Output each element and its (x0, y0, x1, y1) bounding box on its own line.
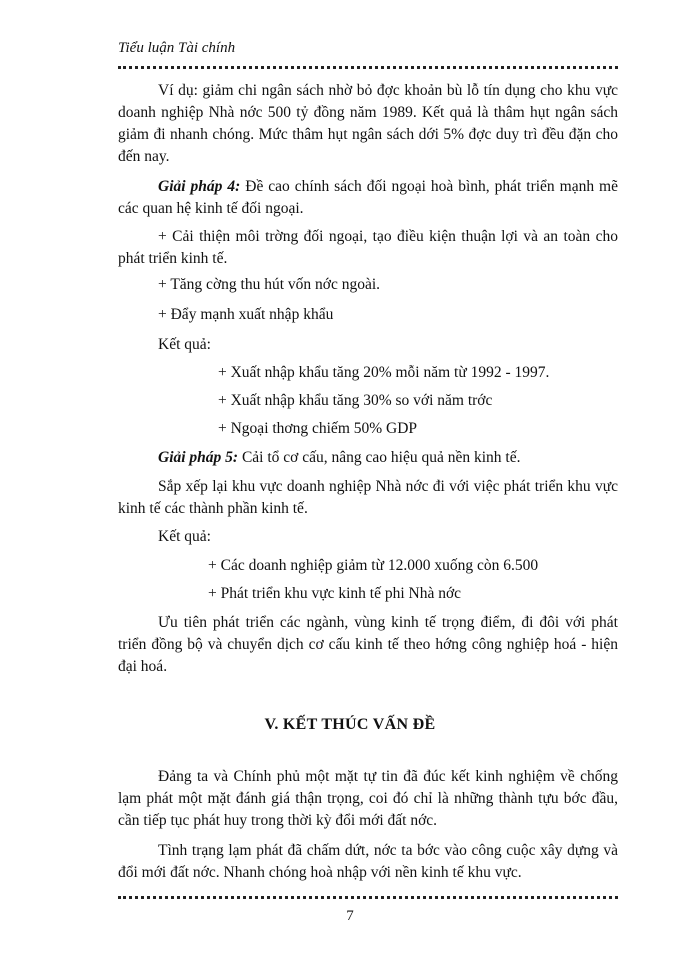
result-1-text: + Xuất nhập khẩu tăng 20% mỗi năm từ 1992 - 1997. (218, 364, 550, 381)
priority-text: Ưu tiên phát triển các ngành, vùng kinh tế trọng điểm, đi đôi với phát triển đồng bộ và chuyển dịch cơ cấu kinh tế theo hớng công nghiệp hoá - hiện đại hoá. (118, 614, 618, 675)
solution-4-text: Đề cao chính sách đối ngoại hoà bình, phát triển mạnh mẽ các quan hệ kinh tế đối ngoại. (118, 178, 618, 217)
bullet-1: + Cải thiện môi trờng đối ngoại, tạo điều kiện thuận lợi và an toàn cho phát triển kinh tế. (118, 228, 618, 267)
bullet-2: + Tăng cờng thu hút vốn nớc ngoài. (158, 276, 381, 293)
conclusion-1-text: Đảng ta và Chính phủ một mặt tự tin đã đúc kết kinh nghiệm về chống lạm phát một mặt đánh giá thận trọng, coi đó chỉ là những thành tựu bớc đầu, cần tiếp tục phát huy trong thời kỳ đổi mới đất nớc. (118, 768, 618, 829)
result-label-2 (118, 526, 618, 548)
result-5 (208, 583, 618, 605)
ket-qua-2: Kết quả: (158, 528, 211, 545)
paragraph-conclusion-1 (118, 766, 618, 832)
solution-5-label: Giải pháp 5: (158, 449, 239, 466)
section-heading: V. KẾT THÚC VẤN ĐỀ (264, 716, 436, 733)
example-text: Ví dụ: giảm chi ngân sách nhờ bỏ đợc khoản bù lỗ tín dụng cho khu vực doanh nghiệp Nhà nớc 500 tỷ đồng năm 1989. Kết quả là thâm hụt ngân sách giảm đi nhanh chóng. Mức thâm hụt ngân sách dới 5% đợc duy trì đều đặn cho đến nay. (118, 82, 618, 165)
result-5-text: + Phát triển khu vực kinh tế phi Nhà nớc (208, 585, 462, 602)
paragraph-restructure (118, 476, 618, 520)
result-1 (218, 362, 618, 384)
result-2-text: + Xuất nhập khẩu tăng 30% so với năm trớc (218, 392, 493, 409)
paragraph-priority (118, 612, 618, 678)
result-label-1 (118, 334, 618, 356)
header-dotted-rule (118, 66, 618, 69)
bullet-environment (118, 226, 618, 270)
paragraph-solution-5 (118, 447, 618, 469)
paragraph-example (118, 80, 618, 168)
footer-dotted-rule (118, 896, 618, 899)
solution-5 (118, 447, 618, 469)
solution-4 (118, 176, 618, 220)
solution-5-text: Cải tổ cơ cấu, nâng cao hiệu quả nền kinh tế. (238, 449, 521, 466)
bullet-capital (118, 274, 618, 296)
conclusion-2-text: Tình trạng lạm phát đã chấm dứt, nớc ta bớc vào công cuộc xây dựng và đổi mới đất nớc. Nhanh chóng hoà nhập với nền kinh tế khu vực. (118, 842, 618, 881)
paragraph-solution-4 (118, 176, 618, 220)
running-header: Tiểu luận Tài chính (118, 40, 236, 56)
bullet-3: + Đẩy mạnh xuất nhập khẩu (158, 306, 334, 323)
result-3 (218, 418, 618, 440)
restructure-text: Sắp xếp lại khu vực doanh nghiệp Nhà nớc đi với việc phát triển khu vực kinh tế các thành phần kinh tế. (118, 478, 618, 517)
result-3-text: + Ngoại thơng chiếm 50% GDP (218, 420, 418, 437)
bullet-export (118, 304, 618, 326)
ket-qua-1: Kết quả: (158, 336, 211, 353)
solution-4-label: Giải pháp 4: (158, 178, 241, 195)
paragraph-conclusion-2 (118, 840, 618, 884)
page-number: 7 (346, 908, 354, 924)
result-4 (208, 555, 618, 577)
result-2 (218, 390, 618, 412)
result-4-text: + Các doanh nghiệp giảm từ 12.000 xuống còn 6.500 (208, 557, 539, 574)
